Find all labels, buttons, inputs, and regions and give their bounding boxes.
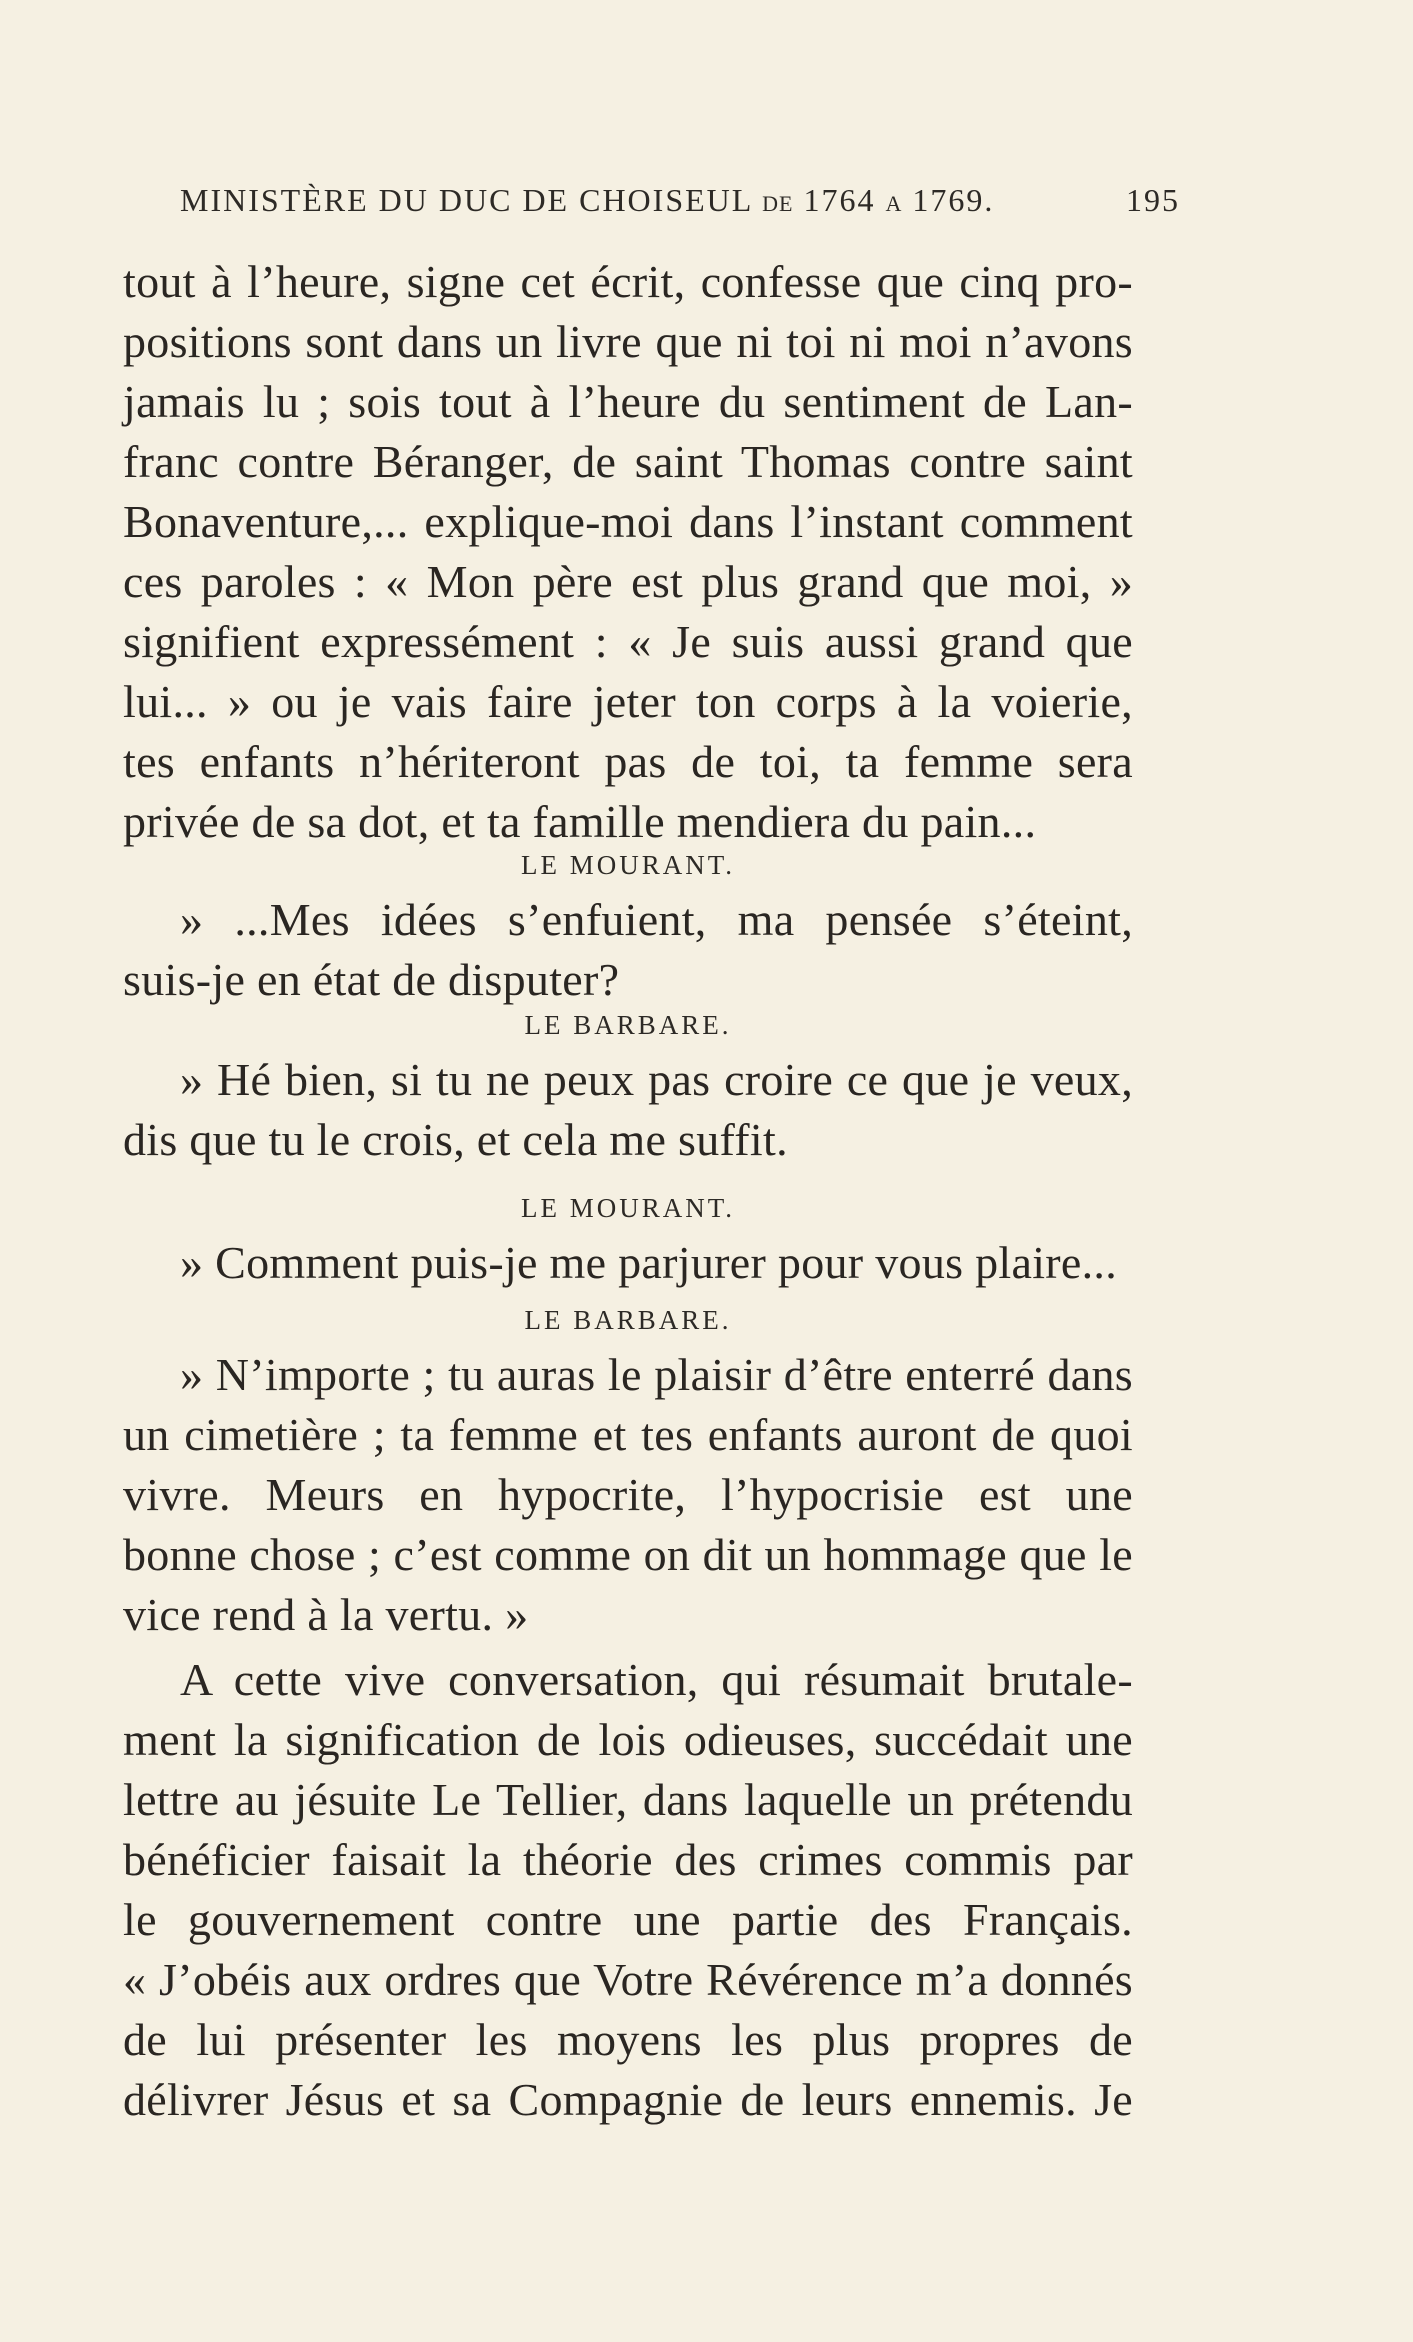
text-line: tout à l’heure, signe cet écrit, confesse que cinq pro- [123,256,1133,307]
text-line: de lui présenter les moyens les plus propres de [123,2014,1133,2065]
text-line: positions sont dans un livre que ni toi ni moi n’avons [123,316,1133,367]
text-line: ces paroles : « Mon père est plus grand que moi, » [123,556,1133,607]
text-line: lui... » ou je vais faire jeter ton corps à la voierie, [123,676,1133,727]
text-line: dis que tu le crois, et cela me suffit. [123,1114,788,1165]
text-line: bénéficier faisait la théorie des crimes commis par [123,1834,1133,1885]
text-line: vivre. Meurs en hypocrite, l’hypocrisie est une [123,1469,1133,1520]
header-year-start: 1764 [803,182,876,218]
header-title: MINISTÈRE DU DUC DE CHOISEUL [180,182,753,218]
text-line: vice rend à la vertu. » [123,1589,529,1640]
text-line: un cimetière ; ta femme et tes enfants auront de quoi [123,1409,1133,1460]
header-dates-sep: A [885,191,903,216]
text-line: » Hé bien, si tu ne peux pas croire ce que je veux, [180,1054,1133,1105]
speaker-label: LE BARBARE. [524,1010,732,1040]
text-line: » ...Mes idées s’enfuient, ma pensée s’éteint, [180,894,1133,945]
text-line: A cette vive conversation, qui résumait brutale- [180,1654,1133,1705]
speaker-label: LE BARBARE. [524,1305,732,1335]
text-line: signifient expressément : « Je suis aussi grand que [123,616,1133,667]
text-line: » N’importe ; tu auras le plaisir d’être enterré dans [180,1349,1133,1400]
running-header [180,176,1180,228]
text-line: suis-je en état de disputer? [123,954,620,1005]
header-year-end: 1769. [912,182,995,218]
header-dates-prefix: DE [762,191,794,216]
text-line: franc contre Béranger, de saint Thomas contre saint [123,436,1133,487]
text-line: privée de sa dot, et ta famille mendiera du pain... [123,796,1037,847]
speaker-label: LE MOURANT. [521,850,735,880]
text-line: ment la signification de lois odieuses, succédait une [123,1714,1133,1765]
text-line: » Comment puis-je me parjurer pour vous plaire... [180,1237,1118,1288]
text-line: jamais lu ; sois tout à l’heure du sentiment de Lan- [123,376,1133,427]
text-line: le gouvernement contre une partie des Français. [123,1894,1133,1945]
page-number: 195 [1126,182,1180,218]
text-line: tes enfants n’hériteront pas de toi, ta femme sera [123,736,1133,787]
text-line: Bonaventure,... explique-moi dans l’instant comment [123,496,1133,547]
text-line: délivrer Jésus et sa Compagnie de leurs ennemis. Je [123,2074,1133,2125]
speaker-label: LE MOURANT. [521,1193,735,1223]
text-line: bonne chose ; c’est comme on dit un hommage que le [123,1529,1133,1580]
text-line: lettre au jésuite Le Tellier, dans laquelle un prétendu [123,1774,1133,1825]
text-line: « J’obéis aux ordres que Votre Révérence m’a donnés [123,1954,1133,2005]
